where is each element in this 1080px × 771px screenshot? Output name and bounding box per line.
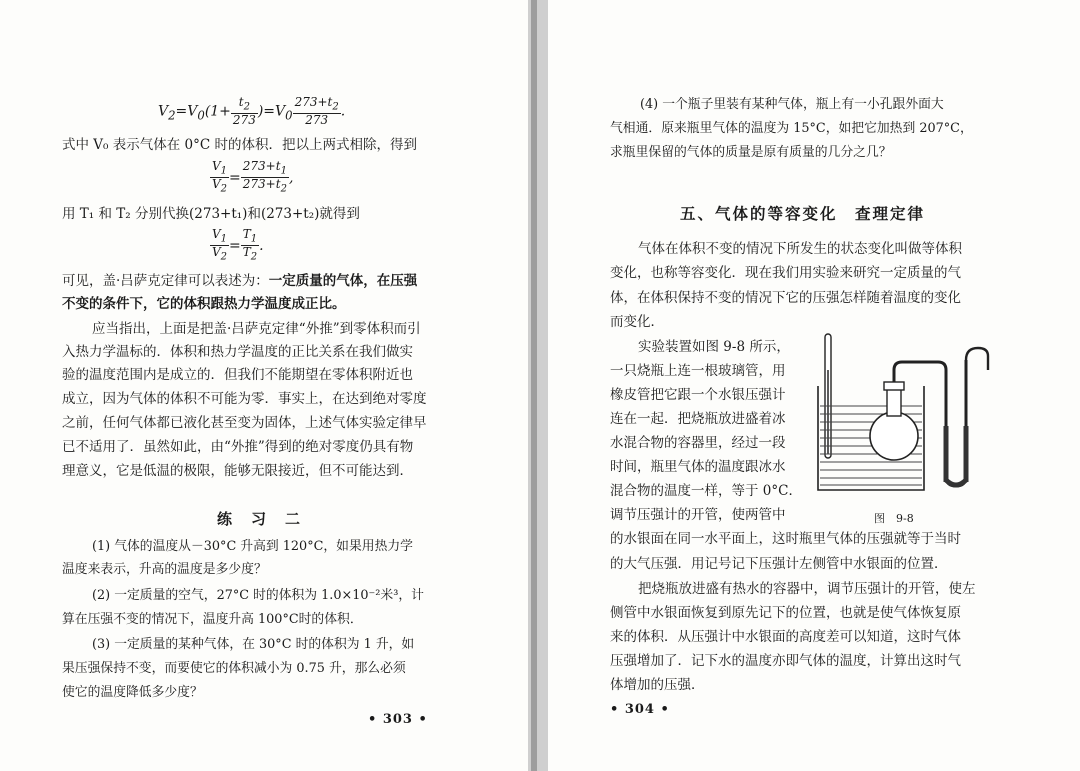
paragraph-line: 验的温度范围内是成立的．但我们不能期望在零体积附近也 (62, 367, 413, 383)
paragraph-line: 来的体积．从压强计中水银面的高度差可以知道，这时气体 (610, 629, 961, 645)
paragraph-line: 成立，因为气体的体积不可能为零．事实上，在达到绝对零度 (62, 391, 427, 407)
equation-ratio-T: $\frac{V_1}{V_2}$ = $\frac{T_1}{T_2}$ . (212, 227, 264, 263)
text-line: 用 T₁ 和 T₂ 分别代换(273+t₁)和(273+t₂)就得到 (62, 206, 360, 222)
exercise-line: 温度来表示，升高的温度是多少度？ (62, 562, 267, 577)
exercise-line: 求瓶里保留的气体的质量是原有质量的几分之几？ (610, 145, 892, 160)
text-line (62, 272, 417, 290)
right-page (548, 0, 1080, 771)
exercise-line: (3) 一定质量的某种气体，在 30°C 时的体积为 1 升，如 (92, 637, 415, 652)
equation-ratio-t: $\frac{V_1}{V_2}$ = $\frac{273+t_1}{273+t_2}$ , (212, 159, 294, 195)
paragraph-line: 混合物的温度一样，等于 0°C． (610, 483, 802, 499)
page-number: • 303 • (368, 712, 428, 727)
text-line: 式中 V₀ 表示气体在 0°C 时的体积．把以上两式相除，得到 (62, 137, 417, 153)
paragraph-line: 已不适用了．虽然如此，由“外推”得到的绝对零度仍具有物 (62, 439, 414, 455)
exercise-line: (4) 一个瓶子里装有某种气体，瓶上有一小孔跟外面大 (640, 97, 944, 112)
paragraph-line: 侧管中水银面恢复到原先记下的位置，也就是使气体恢复原 (610, 605, 961, 621)
exercise-title: 练 习 二 (217, 510, 303, 528)
paragraph-line: 体，在体积保持不变的情况下它的压强怎样随着温度的变化 (610, 290, 961, 306)
paragraph-line: 水混合物的容器里，经过一段 (610, 435, 786, 451)
paragraph-line: 的水银面在同一水平面上，这时瓶里气体的压强就等于当时 (610, 531, 961, 547)
exercise-line: 使它的温度降低多少度？ (62, 685, 203, 700)
paragraph-line: 体增加的压强． (610, 677, 705, 693)
paragraph-line: 入热力学温标的．体积和热力学温度的正比关系在我们做实 (62, 344, 413, 360)
paragraph-line: 调节压强计的开管，使两管中 (610, 507, 786, 523)
paragraph-line: 一只烧瓶上连一根玻璃管，用 (610, 363, 786, 379)
paragraph-line: 连在一起．把烧瓶放进盛着冰 (610, 411, 786, 427)
paragraph-line: 时间，瓶里气体的温度跟冰水 (610, 459, 786, 475)
paragraph-line: 橡皮管把它跟一个水银压强计 (610, 387, 786, 403)
paragraph-line: 把烧瓶放进盛有热水的容器中，调节压强计的开管，使左 (638, 581, 976, 597)
exercise-line: (2) 一定质量的空气，27°C 时的体积为 1.0×10⁻²米³，计 (92, 588, 424, 603)
paragraph-line: 变化，也称等容变化．现在我们用实验来研究一定质量的气 (610, 265, 961, 281)
book-spine-shadow (531, 0, 537, 771)
apparatus-figure (814, 330, 1000, 500)
law-statement-cont: 不变的条件下，它的体积跟热力学温度成正比。 (62, 296, 346, 312)
paragraph-line: 压强增加了．记下水的温度亦即气体的温度，计算出这时气 (610, 653, 961, 669)
exercise-line: 算在压强不变的情况下，温度升高 100°C时的体积． (62, 612, 363, 627)
section-heading: 五、气体的等容变化 查理定律 (680, 204, 926, 223)
paragraph-line: 应当指出，上面是把盖·吕萨克定律“外推”到零体积而引 (92, 321, 421, 337)
exercise-line: (1) 气体的温度从－30°C 升高到 120°C，如果用热力学 (92, 539, 413, 554)
figure-caption: 图 9-8 (874, 512, 914, 525)
paragraph-line: 理意义，它是低温的极限，能够无限接近，但不可能达到． (62, 463, 413, 479)
paragraph-line: 之前，任何气体都已液化甚至变为固体，上述气体实验定律早 (62, 415, 427, 431)
paragraph-line: 的大气压强．用记号记下压强计左侧管中水银面的位置． (610, 556, 948, 572)
exercise-line: 气相通．原来瓶里气体的温度为 15°C，如把它加热到 207°C， (610, 121, 973, 136)
exercise-line: 果压强保持不变，而要使它的体积减小为 0.75 升，那么必须 (62, 661, 406, 676)
paragraph-line: 实验装置如图 9-8 所示， (638, 339, 790, 355)
page-number: • 304 • (610, 702, 670, 717)
law-intro: 可见，盖·吕萨克定律可以表述为： (62, 273, 269, 289)
left-page (0, 0, 528, 771)
paragraph-line: 而变化． (610, 314, 664, 330)
equation-v2: $V_2=V_0(1+$ $\frac{t_2}{273}$ )$=V_0$ $\frac{273+t_2}{273}$ . (158, 95, 346, 128)
paragraph-line: 气体在体积不变的情况下所发生的状态变化叫做等体积 (638, 241, 962, 257)
law-statement: 一定质量的气体，在压强 (268, 273, 418, 289)
